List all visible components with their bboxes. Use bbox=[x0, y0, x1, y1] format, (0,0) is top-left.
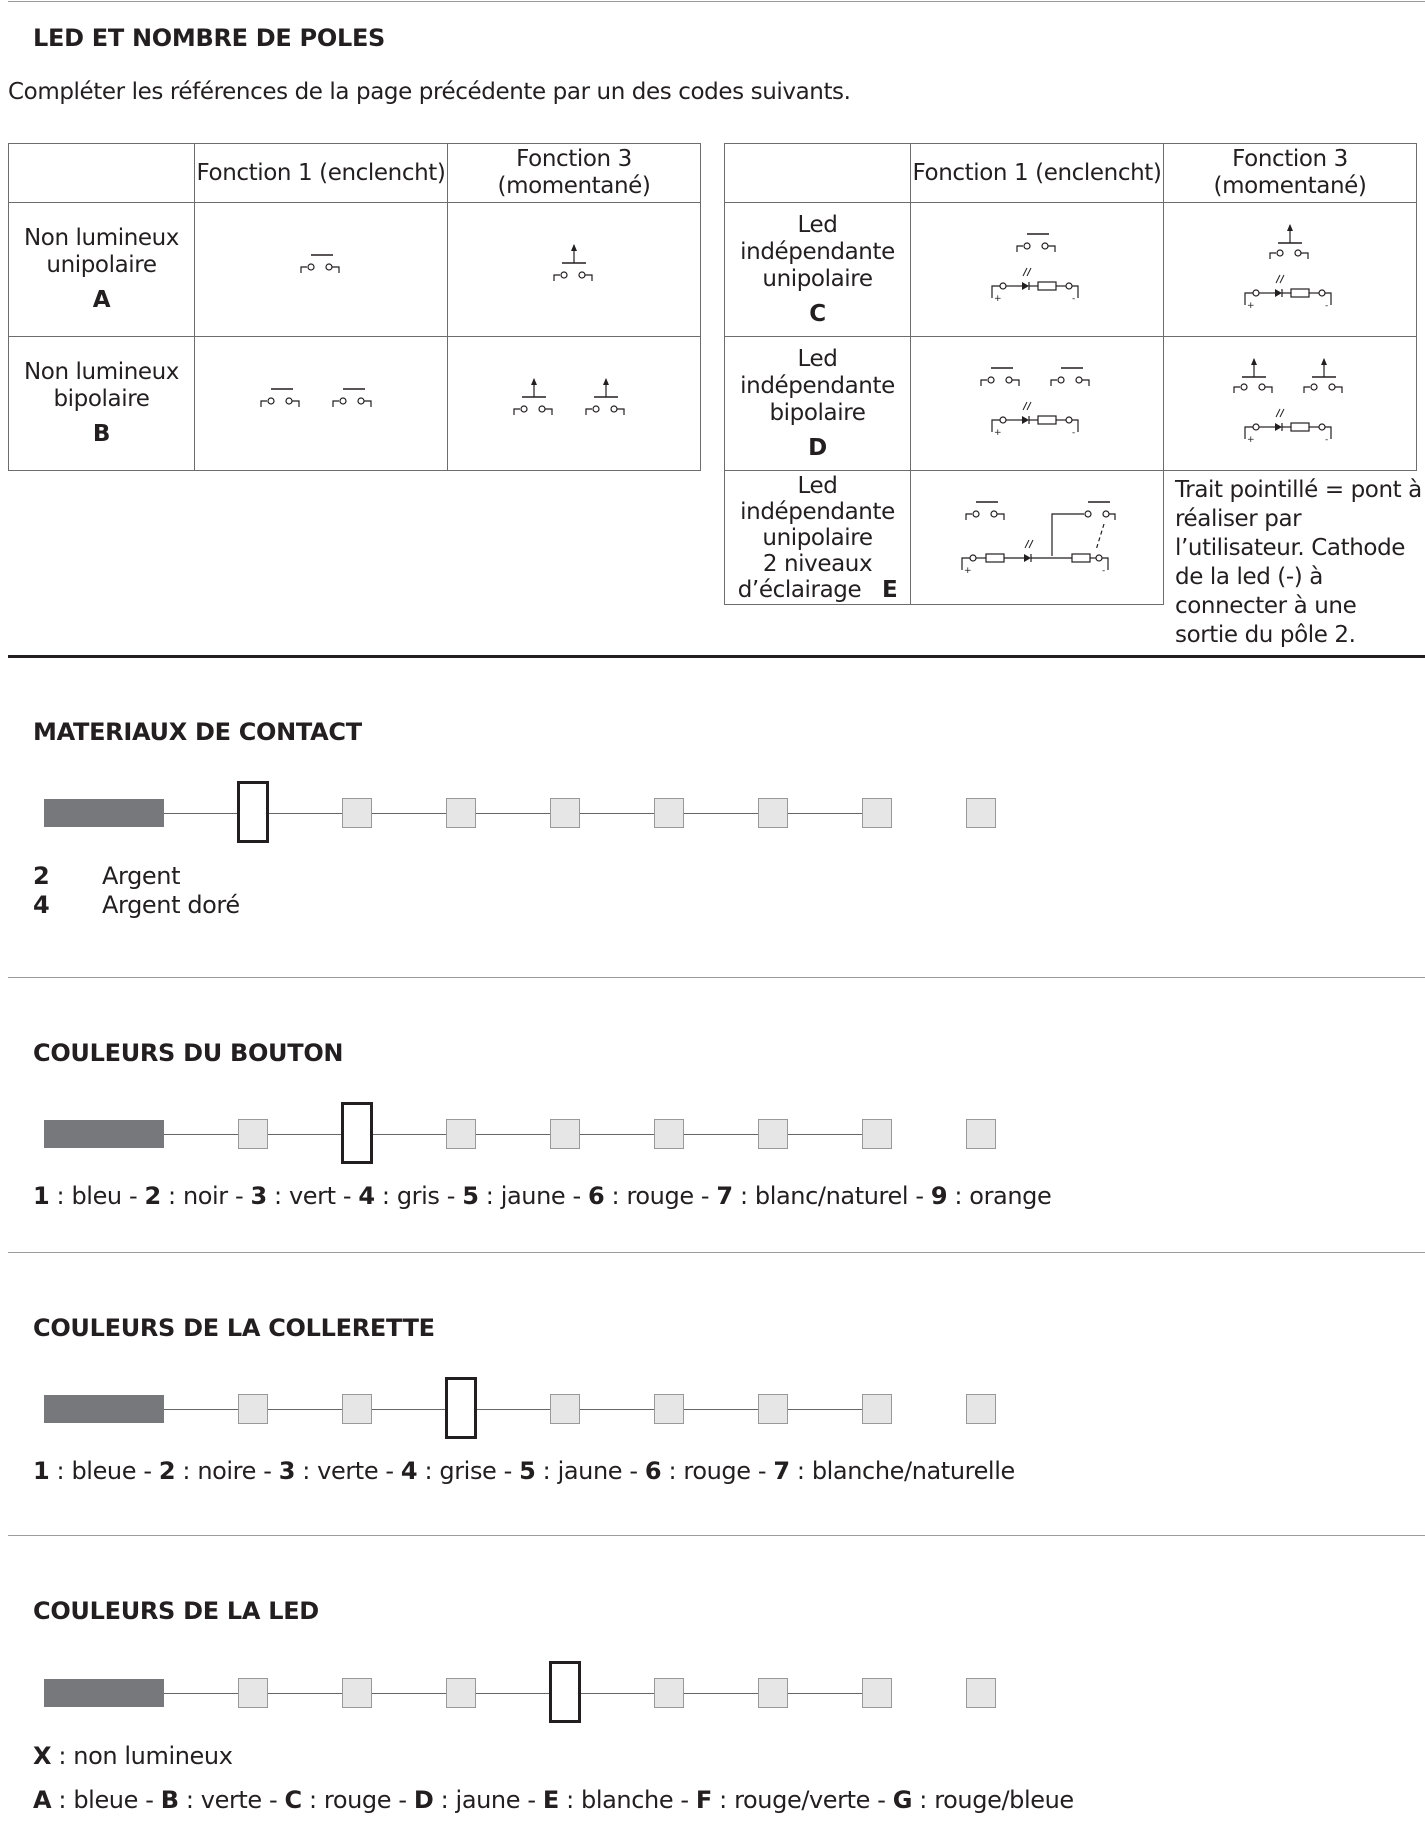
code-slot bbox=[342, 1394, 372, 1424]
code-b: B bbox=[92, 421, 111, 447]
row-label-d bbox=[725, 337, 911, 471]
code-position-strip bbox=[44, 1116, 896, 1152]
pushbutton-symbol-icon bbox=[544, 241, 604, 291]
option-label: bleue bbox=[73, 1786, 138, 1814]
code-slot bbox=[862, 798, 892, 828]
item-code: 4 bbox=[33, 891, 50, 919]
symbol-c-f3 bbox=[1164, 203, 1417, 337]
code-slot bbox=[238, 1119, 268, 1149]
row-label-line: d’éclairage bbox=[737, 576, 862, 603]
row-label-line: 2 niveaux bbox=[762, 550, 873, 577]
code-slot bbox=[446, 798, 476, 828]
row-label-line: unipolaire bbox=[762, 524, 873, 551]
double-pushbutton-symbol-icon bbox=[504, 375, 644, 425]
row-label-a bbox=[9, 203, 195, 337]
item-code: 2 bbox=[33, 862, 50, 890]
option-code: G bbox=[892, 1786, 913, 1814]
code-slot bbox=[758, 1394, 788, 1424]
option-code: C bbox=[284, 1786, 302, 1814]
code-a: A bbox=[92, 287, 111, 313]
option-code: 6 bbox=[587, 1182, 605, 1210]
reference-prefix-bar bbox=[44, 1679, 164, 1707]
code-slot bbox=[238, 1394, 268, 1424]
option-label: non lumineux bbox=[73, 1742, 233, 1770]
option-label: blanche bbox=[581, 1786, 674, 1814]
option-code: 9 bbox=[930, 1182, 948, 1210]
svg-text:-: - bbox=[1325, 301, 1328, 311]
code-slot bbox=[654, 798, 684, 828]
svg-text:-: - bbox=[1072, 294, 1075, 302]
row-label-line: bipolaire bbox=[769, 399, 866, 426]
collerette-options: 1 : bleue - 2 : noire - 3 : verte - 4 : grise - 5 : jaune - 6 : rouge - 7 : blanche/naturelle bbox=[33, 1457, 1015, 1485]
option-label: blanche/naturelle bbox=[811, 1457, 1015, 1485]
option-label: blanc/naturel bbox=[754, 1182, 909, 1210]
section-title-led-colors: COULEURS DE LA LED bbox=[33, 1597, 319, 1625]
section-separator bbox=[8, 655, 1425, 658]
materiaux-item bbox=[33, 891, 240, 919]
code-slot bbox=[862, 1394, 892, 1424]
section-title-bouton: COULEURS DU BOUTON bbox=[33, 1039, 344, 1067]
code-slot bbox=[966, 1119, 996, 1149]
code-slot bbox=[446, 1678, 476, 1708]
dotted-line-note: Trait pointillé = pont à réaliser par l’utilisateur. Cathode de la led (-) à connecter à une sortie du pôle 2. bbox=[1175, 477, 1422, 648]
row-label-line: unipolaire bbox=[762, 265, 873, 292]
svg-text:+: + bbox=[1247, 301, 1255, 311]
option-code: 2 bbox=[158, 1457, 176, 1485]
row-label-line: Non lumineux bbox=[23, 225, 180, 251]
code-d: D bbox=[808, 434, 827, 461]
materiaux-item bbox=[33, 862, 181, 890]
row-label-c bbox=[725, 203, 911, 337]
code-position-strip bbox=[44, 795, 896, 831]
code-e: E bbox=[881, 576, 898, 603]
code-slot bbox=[550, 798, 580, 828]
option-label: verte bbox=[317, 1457, 379, 1485]
option-code: 6 bbox=[644, 1457, 662, 1485]
row-label-line: Non lumineux bbox=[23, 359, 180, 385]
option-code: 3 bbox=[278, 1457, 296, 1485]
option-code: 7 bbox=[716, 1182, 733, 1210]
option-label: noir bbox=[182, 1182, 228, 1210]
empty-header-cell bbox=[9, 144, 195, 203]
selected-code-slot bbox=[445, 1377, 477, 1439]
section-separator bbox=[8, 1252, 1425, 1253]
row-label-b bbox=[9, 337, 195, 471]
option-code: 1 bbox=[33, 1182, 50, 1210]
option-code: B bbox=[160, 1786, 179, 1814]
led-none-option: X : non lumineux bbox=[33, 1742, 233, 1770]
code-slot bbox=[758, 1119, 788, 1149]
top-rule bbox=[8, 1, 1425, 2]
symbol-b-f1 bbox=[195, 337, 448, 471]
code-c: C bbox=[809, 300, 826, 327]
led-double-switch-symbol-icon bbox=[967, 364, 1107, 436]
left-codes-table bbox=[8, 143, 701, 471]
section-title-led-poles: LED ET NOMBRE DE POLES bbox=[33, 24, 386, 52]
option-code: 5 bbox=[519, 1457, 536, 1485]
option-code: E bbox=[542, 1786, 559, 1814]
code-slot bbox=[550, 1119, 580, 1149]
section-separator bbox=[8, 977, 1425, 978]
selected-code-slot bbox=[341, 1102, 373, 1164]
header-fonction-1: Fonction 1 (enclencht) bbox=[911, 144, 1164, 203]
reference-prefix-bar bbox=[44, 1120, 164, 1148]
symbol-d-f3 bbox=[1164, 337, 1417, 471]
empty-header-cell bbox=[725, 144, 911, 203]
row-label-e bbox=[725, 471, 911, 605]
led-color-options: A : bleue - B : verte - C : rouge - D : jaune - E : blanche - F : rouge/verte - G : rouge/bleue bbox=[33, 1786, 1074, 1814]
svg-text:+: + bbox=[964, 566, 972, 574]
intro-text: Compléter les références de la page précédente par un des codes suivants. bbox=[8, 79, 851, 105]
option-label: bleue bbox=[71, 1457, 137, 1485]
svg-text:-: - bbox=[1325, 435, 1328, 445]
code-slot bbox=[758, 1678, 788, 1708]
code-slot bbox=[862, 1119, 892, 1149]
svg-text:-: - bbox=[1072, 428, 1075, 436]
symbol-d-f1 bbox=[911, 337, 1164, 471]
option-label: gris bbox=[396, 1182, 440, 1210]
row-label-line: Led indépendante bbox=[740, 211, 895, 265]
led-double-pushbutton-symbol-icon bbox=[1220, 355, 1360, 445]
svg-text:+: + bbox=[994, 294, 1002, 302]
option-label: rouge bbox=[626, 1182, 694, 1210]
code-slot bbox=[654, 1678, 684, 1708]
symbol-c-f1 bbox=[911, 203, 1164, 337]
code-slot bbox=[342, 1678, 372, 1708]
option-code: D bbox=[413, 1786, 434, 1814]
item-label: Argent bbox=[102, 862, 181, 890]
option-label: vert bbox=[288, 1182, 336, 1210]
code-slot bbox=[238, 1678, 268, 1708]
led-two-level-symbol-icon bbox=[952, 494, 1122, 574]
svg-text:+: + bbox=[994, 428, 1002, 436]
row-label-line: Led indépendante bbox=[740, 345, 895, 399]
svg-text:+: + bbox=[1247, 435, 1255, 445]
option-label: jaune bbox=[455, 1786, 521, 1814]
option-code: A bbox=[33, 1786, 52, 1814]
code-slot bbox=[966, 1394, 996, 1424]
option-label: bleu bbox=[71, 1182, 122, 1210]
section-separator bbox=[8, 1535, 1425, 1536]
option-code: F bbox=[695, 1786, 712, 1814]
option-code: 2 bbox=[144, 1182, 161, 1210]
option-code: 4 bbox=[358, 1182, 375, 1210]
row-label-line: unipolaire bbox=[46, 252, 157, 278]
symbol-a-f3 bbox=[448, 203, 701, 337]
code-slot bbox=[550, 1394, 580, 1424]
code-slot bbox=[654, 1394, 684, 1424]
section-title-collerette: COULEURS DE LA COLLERETTE bbox=[33, 1314, 435, 1342]
switch-symbol-icon bbox=[291, 251, 351, 281]
code-slot bbox=[862, 1678, 892, 1708]
option-label: orange bbox=[969, 1182, 1052, 1210]
symbol-b-f3 bbox=[448, 337, 701, 471]
bouton-options: 1 : bleu - 2 : noir - 3 : vert - 4 : gris - 5 : jaune - 6 : rouge - 7 : blanc/naturel - 9 : orange bbox=[33, 1182, 1052, 1210]
code-position-strip bbox=[44, 1675, 896, 1711]
option-label: rouge/verte bbox=[734, 1786, 871, 1814]
code-slot bbox=[966, 1678, 996, 1708]
row-label-line: Led indépendante bbox=[740, 472, 895, 525]
row-label-line: bipolaire bbox=[53, 386, 150, 412]
selected-code-slot bbox=[549, 1661, 581, 1723]
option-label: noire bbox=[197, 1457, 256, 1485]
code-slot bbox=[966, 798, 996, 828]
led-switch-symbol-icon bbox=[982, 230, 1092, 302]
option-label: grise bbox=[439, 1457, 497, 1485]
option-code: X bbox=[33, 1742, 52, 1770]
option-label: jaune bbox=[557, 1457, 623, 1485]
symbol-e-f1 bbox=[911, 471, 1164, 605]
option-code: 3 bbox=[250, 1182, 267, 1210]
option-code: 5 bbox=[462, 1182, 479, 1210]
section-title-materiaux: MATERIAUX DE CONTACT bbox=[33, 718, 362, 746]
option-label: rouge bbox=[323, 1786, 392, 1814]
reference-prefix-bar bbox=[44, 799, 164, 827]
option-label: verte bbox=[200, 1786, 262, 1814]
item-label: Argent doré bbox=[102, 891, 240, 919]
header-fonction-3: Fonction 3 (momentané) bbox=[1164, 144, 1417, 203]
code-slot bbox=[342, 798, 372, 828]
led-pushbutton-symbol-icon bbox=[1235, 221, 1345, 311]
option-code: 4 bbox=[400, 1457, 418, 1485]
option-label: rouge/bleue bbox=[934, 1786, 1074, 1814]
code-slot bbox=[654, 1119, 684, 1149]
code-position-strip bbox=[44, 1391, 896, 1427]
header-fonction-3: Fonction 3 (momentané) bbox=[448, 144, 701, 203]
code-slot bbox=[758, 798, 788, 828]
option-code: 1 bbox=[33, 1457, 50, 1485]
reference-prefix-bar bbox=[44, 1395, 164, 1423]
selected-code-slot bbox=[237, 781, 269, 843]
option-label: jaune bbox=[500, 1182, 566, 1210]
header-fonction-1: Fonction 1 (enclencht) bbox=[195, 144, 448, 203]
double-switch-symbol-icon bbox=[251, 385, 391, 415]
code-slot bbox=[446, 1119, 476, 1149]
option-code: 7 bbox=[773, 1457, 790, 1485]
svg-text:-: - bbox=[1102, 566, 1105, 574]
option-label: rouge bbox=[683, 1457, 751, 1485]
symbol-a-f1 bbox=[195, 203, 448, 337]
